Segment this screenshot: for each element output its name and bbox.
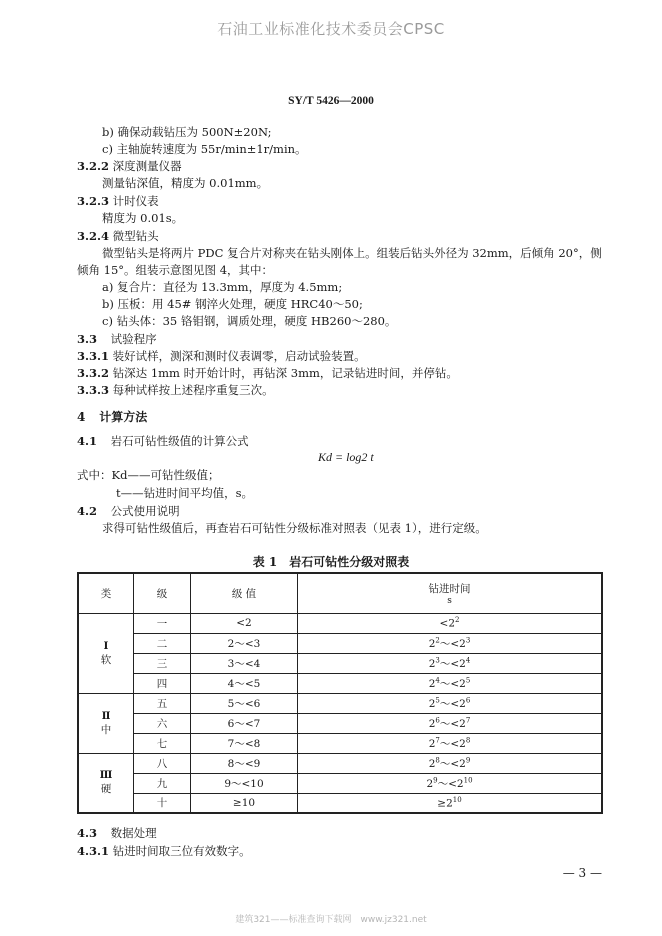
section-4-3: [77, 825, 157, 841]
list-item: a) 复合片：直径为 13.3mm，厚度为 4.5mm;: [102, 280, 343, 294]
value-cell: ≥10: [191, 793, 298, 813]
section-number: 4: [77, 410, 86, 424]
formula: Kd = log2 t: [318, 450, 374, 464]
section-number: 3.3: [77, 332, 98, 346]
time-exp2: 7: [465, 716, 471, 724]
time-exp: 2: [455, 616, 460, 625]
grade-cell: 十: [134, 793, 191, 813]
section-3-3-3: [77, 382, 274, 398]
grade-cell: 三: [134, 653, 191, 673]
time-exp: 6: [435, 716, 440, 724]
list-item: c) 钻头体：35 铬钼钢，调质处理，硬度 HB260～280。: [102, 314, 397, 328]
footer-watermark: 建筑321——标准查询下载网 www.jz321.net: [235, 915, 427, 925]
time-mid: ～<2: [439, 637, 466, 650]
time-cell: [298, 713, 603, 733]
time-mid: ～<2: [439, 737, 466, 750]
section-number: 4.3: [77, 826, 98, 840]
category-cell: [78, 613, 134, 693]
time-base: 2: [428, 657, 436, 670]
category-cell: [78, 693, 134, 753]
time-exp2: 6: [465, 696, 471, 704]
value-cell: 9～<10: [191, 773, 298, 793]
time-exp: 2: [435, 636, 440, 644]
section-number: 3.3.3: [77, 383, 110, 397]
section-body: 倾角 15°。组装示意图见图 4，其中：: [77, 263, 274, 277]
section-3-2-3: [77, 193, 159, 209]
grade-cell: 八: [134, 753, 191, 773]
time-base: 2: [428, 697, 436, 710]
time-exp2: 10: [463, 776, 473, 784]
section-body: 测量钻深值，精度为 0.01mm。: [102, 176, 269, 190]
table-row: [78, 673, 602, 693]
section-4: [77, 408, 147, 425]
table-caption: 表 1 岩石可钻性分级对照表: [252, 555, 410, 569]
section-body: 精度为 0.01s。: [102, 211, 184, 225]
header-grade: 级: [134, 573, 191, 613]
section-number: 3.3.2: [77, 366, 110, 380]
table-row: [78, 653, 602, 673]
category-roman: Ⅲ: [99, 769, 113, 782]
value-cell: 5～<6: [191, 693, 298, 713]
section-number: 3.3.1: [77, 349, 110, 363]
section-3-3-1: [77, 348, 366, 364]
time-exp: 4: [435, 676, 440, 684]
section-number: 3.2.3: [77, 194, 110, 208]
time-exp2: 9: [465, 756, 471, 764]
value-cell: 3～<4: [191, 653, 298, 673]
section-title: 深度测量仪器: [112, 159, 182, 173]
section-3-3: [77, 331, 157, 347]
time-mid: ～<2: [437, 777, 464, 790]
time-base: 2: [428, 717, 436, 730]
section-3-2-4: [77, 228, 159, 244]
table-row: [78, 693, 602, 713]
time-exp2: 8: [465, 736, 471, 744]
table-row: [78, 613, 602, 633]
grade-cell: 九: [134, 773, 191, 793]
time-exp: 9: [433, 776, 438, 784]
time-exp: 3: [435, 656, 440, 664]
header-value: 级 值: [191, 573, 298, 613]
time-base: 2: [428, 677, 436, 690]
value-cell: 8～<9: [191, 753, 298, 773]
time-exp2: 5: [465, 676, 471, 684]
section-4-1: [77, 433, 249, 449]
time-cell: [298, 733, 603, 753]
section-body: 钻深达 1mm 时开始计时，再钻深 3mm，记录钻进时间，并停钻。: [112, 366, 458, 380]
category-cell: [78, 753, 134, 813]
list-item: b) 压板：用 45# 钢淬火处理，硬度 HRC40～50;: [102, 297, 363, 311]
header-time: [298, 573, 603, 613]
time-cell: [298, 673, 603, 693]
table-row: [78, 633, 602, 653]
time-mid: ～<2: [439, 697, 466, 710]
category-roman: Ⅰ: [103, 639, 109, 652]
item-b: b) 确保动载钻压为 500N±20N;: [102, 125, 272, 139]
section-body: 装好试样，测深和测时仪表调零，启动试验装置。: [112, 349, 366, 363]
time-mid: ～<2: [439, 757, 466, 770]
where-line: t——钻进时间平均值，s。: [116, 486, 254, 500]
grade-cell: 五: [134, 693, 191, 713]
section-title: 计时仪表: [112, 194, 159, 208]
time-cell: [298, 613, 603, 633]
time-exp2: 4: [465, 656, 471, 664]
time-base: 2: [428, 737, 436, 750]
standard-number: SY/T 5426—2000: [288, 95, 374, 107]
section-title: 岩石可钻性级值的计算公式: [110, 434, 249, 448]
section-number: 3.2.2: [77, 159, 110, 173]
time-exp: 7: [435, 736, 440, 744]
section-number: 4.3.1: [77, 844, 110, 858]
section-title: 微型钻头: [112, 229, 159, 243]
grade-cell: 二: [134, 633, 191, 653]
table-row: [78, 733, 602, 753]
section-title: 计算方法: [99, 410, 148, 424]
time-exp: 5: [435, 696, 440, 704]
value-cell: 4～<5: [191, 673, 298, 693]
time-mid: ～<2: [439, 717, 466, 730]
time-mid: ～<2: [439, 657, 466, 670]
header-category: 类: [78, 573, 134, 613]
header-time-unit: s: [447, 595, 452, 606]
grade-cell: 四: [134, 673, 191, 693]
section-body: 钻进时间取三位有效数字。: [112, 844, 251, 858]
time-exp: 10: [452, 796, 462, 804]
time-base: ≥2: [437, 797, 453, 810]
section-title: 数据处理: [110, 826, 157, 840]
category-name: 中: [100, 723, 112, 736]
page-number: — 3 —: [562, 866, 602, 880]
time-base: <2: [439, 617, 455, 630]
time-cell: [298, 793, 603, 813]
time-mid: ～<2: [439, 677, 466, 690]
time-cell: [298, 633, 603, 653]
time-cell: [298, 693, 603, 713]
grade-table: [77, 572, 603, 814]
section-3-3-2: [77, 365, 458, 381]
header-org: 石油工业标准化技术委员会CPSC: [217, 20, 445, 38]
time-exp: 8: [435, 756, 440, 764]
time-base: 2: [426, 777, 434, 790]
section-4-3-1: [77, 843, 251, 859]
time-exp2: 3: [465, 636, 471, 644]
grade-cell: 七: [134, 733, 191, 753]
time-cell: [298, 753, 603, 773]
grade-cell: 六: [134, 713, 191, 733]
section-number: 4.2: [77, 504, 98, 518]
section-title: 试验程序: [110, 332, 157, 346]
value-cell: <2: [191, 613, 298, 633]
item-c: c) 主轴旋转速度为 55r/min±1r/min。: [102, 142, 307, 156]
section-body: 微型钻头是将两片 PDC 复合片对称夹在钻头刚体上。组装后钻头外径为 32mm，后倾角 20°，侧: [102, 246, 602, 260]
header-time-label: 钻进时间: [428, 582, 471, 595]
time-cell: [298, 773, 603, 793]
table-row: [78, 773, 602, 793]
value-cell: 7～<8: [191, 733, 298, 753]
section-title: 公式使用说明: [110, 504, 180, 518]
table-row: [78, 753, 602, 773]
section-body: 每种试样按上述程序重复三次。: [112, 383, 274, 397]
category-name: 软: [100, 653, 112, 666]
where-line: 式中：Kd——可钻性级值；: [77, 468, 220, 482]
time-base: 2: [428, 757, 436, 770]
grade-cell: 一: [134, 613, 191, 633]
table-row: [78, 713, 602, 733]
section-4-2: [77, 503, 180, 519]
value-cell: 2～<3: [191, 633, 298, 653]
table-header-row: [78, 573, 602, 613]
category-roman: Ⅱ: [101, 709, 111, 722]
section-number: 3.2.4: [77, 229, 110, 243]
time-base: 2: [428, 637, 436, 650]
section-number: 4.1: [77, 434, 98, 448]
time-cell: [298, 653, 603, 673]
value-cell: 6～<7: [191, 713, 298, 733]
table-row: [78, 793, 602, 813]
section-3-2-2: [77, 158, 182, 174]
section-body: 求得可钻性级值后，再查岩石可钻性分级标准对照表（见表 1），进行定级。: [102, 521, 487, 535]
category-name: 硬: [100, 783, 112, 796]
